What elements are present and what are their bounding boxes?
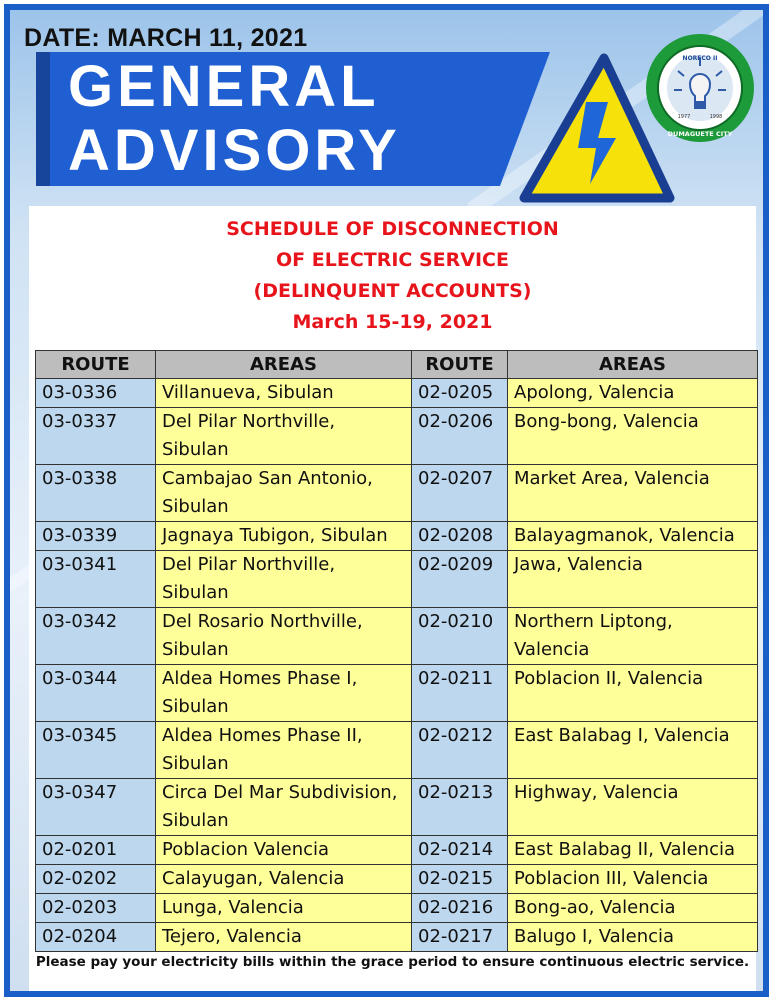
title-line-2: OF ELECTRIC SERVICE xyxy=(276,249,509,271)
route-cell: 02-0201 xyxy=(36,836,156,865)
area-cell: Highway, Valencia xyxy=(508,779,758,836)
area-cell: Northern Liptong, Valencia xyxy=(508,608,758,665)
table-header-row xyxy=(36,351,758,379)
schedule-title xyxy=(29,214,756,338)
table-row xyxy=(36,722,758,779)
title-line-1: SCHEDULE OF DISCONNECTION xyxy=(226,218,559,240)
disconnection-schedule-table xyxy=(35,350,758,952)
area-cell: Villanueva, Sibulan xyxy=(156,379,412,408)
area-cell: Poblacion III, Valencia xyxy=(508,865,758,894)
route-cell: 03-0338 xyxy=(36,465,156,522)
column-header-areas: AREAS xyxy=(508,351,758,379)
table-row xyxy=(36,923,758,952)
table-row xyxy=(36,551,758,608)
route-cell: 03-0347 xyxy=(36,779,156,836)
route-cell: 03-0341 xyxy=(36,551,156,608)
route-cell: 02-0204 xyxy=(36,923,156,952)
route-cell: 02-0208 xyxy=(412,522,508,551)
area-cell: Bong-ao, Valencia xyxy=(508,894,758,923)
table-row xyxy=(36,522,758,551)
title-line-4-date-range: March 15-19, 2021 xyxy=(292,311,493,333)
area-cell: Tejero, Valencia xyxy=(156,923,412,952)
table-row xyxy=(36,665,758,722)
route-cell: 03-0342 xyxy=(36,608,156,665)
table-row xyxy=(36,608,758,665)
route-cell: 03-0336 xyxy=(36,379,156,408)
route-cell: 02-0202 xyxy=(36,865,156,894)
route-cell: 03-0344 xyxy=(36,665,156,722)
schedule-card xyxy=(29,206,756,991)
area-cell: East Balabag I, Valencia xyxy=(508,722,758,779)
area-cell: Aldea Homes Phase I, Sibulan xyxy=(156,665,412,722)
area-cell: Poblacion Valencia xyxy=(156,836,412,865)
column-header-route: ROUTE xyxy=(36,351,156,379)
logo-year-left: 1977 xyxy=(677,114,691,120)
area-cell: Market Area, Valencia xyxy=(508,465,758,522)
table-row xyxy=(36,894,758,923)
table-body xyxy=(36,379,758,952)
table-row xyxy=(36,836,758,865)
route-cell: 03-0337 xyxy=(36,408,156,465)
table-row xyxy=(36,779,758,836)
logo-year-right: 1998 xyxy=(709,114,723,120)
area-cell: Lunga, Valencia xyxy=(156,894,412,923)
route-cell: 02-0215 xyxy=(412,865,508,894)
area-cell: Del Rosario Northville, Sibulan xyxy=(156,608,412,665)
logo-abbr: NORECO II xyxy=(682,55,718,62)
area-cell: Cambajao San Antonio, Sibulan xyxy=(156,465,412,522)
route-cell: 02-0211 xyxy=(412,665,508,722)
route-cell: 02-0207 xyxy=(412,465,508,522)
column-header-route: ROUTE xyxy=(412,351,508,379)
route-cell: 02-0213 xyxy=(412,779,508,836)
column-header-areas: AREAS xyxy=(156,351,412,379)
route-cell: 02-0216 xyxy=(412,894,508,923)
area-cell: Circa Del Mar Subdivision, Sibulan xyxy=(156,779,412,836)
area-cell: Aldea Homes Phase II, Sibulan xyxy=(156,722,412,779)
area-cell: Bong-bong, Valencia xyxy=(508,408,758,465)
advisory-date: DATE: MARCH 11, 2021 xyxy=(24,24,308,52)
area-cell: Jagnaya Tubigon, Sibulan xyxy=(156,522,412,551)
area-cell: Del Pilar Northville, Sibulan xyxy=(156,551,412,608)
advisory-poster xyxy=(4,4,769,997)
route-cell: 02-0214 xyxy=(412,836,508,865)
area-cell: East Balabag II, Valencia xyxy=(508,836,758,865)
area-cell: Balayagmanok, Valencia xyxy=(508,522,758,551)
banner-edge xyxy=(36,52,50,186)
title-line-3: (DELINQUENT ACCOUNTS) xyxy=(253,280,532,302)
table-row xyxy=(36,379,758,408)
table-row xyxy=(36,465,758,522)
route-cell: 02-0217 xyxy=(412,923,508,952)
area-cell: Balugo I, Valencia xyxy=(508,923,758,952)
area-cell: Jawa, Valencia xyxy=(508,551,758,608)
noreco-logo xyxy=(644,32,756,144)
banner-title-line2: ADVISORY xyxy=(68,118,401,183)
route-cell: 02-0205 xyxy=(412,379,508,408)
route-cell: 02-0203 xyxy=(36,894,156,923)
route-cell: 03-0345 xyxy=(36,722,156,779)
area-cell: Del Pilar Northville, Sibulan xyxy=(156,408,412,465)
table-row xyxy=(36,865,758,894)
payment-reminder: Please pay your electricity bills within the grace period to ensure continuous electric service. xyxy=(35,954,750,970)
route-cell: 02-0212 xyxy=(412,722,508,779)
banner-title-line1: GENERAL xyxy=(68,54,380,119)
logo-city: DUMAGUETE CITY xyxy=(667,130,733,138)
area-cell: Calayugan, Valencia xyxy=(156,865,412,894)
area-cell: Apolong, Valencia xyxy=(508,379,758,408)
route-cell: 03-0339 xyxy=(36,522,156,551)
table-row xyxy=(36,408,758,465)
route-cell: 02-0209 xyxy=(412,551,508,608)
area-cell: Poblacion II, Valencia xyxy=(508,665,758,722)
route-cell: 02-0206 xyxy=(412,408,508,465)
route-cell: 02-0210 xyxy=(412,608,508,665)
